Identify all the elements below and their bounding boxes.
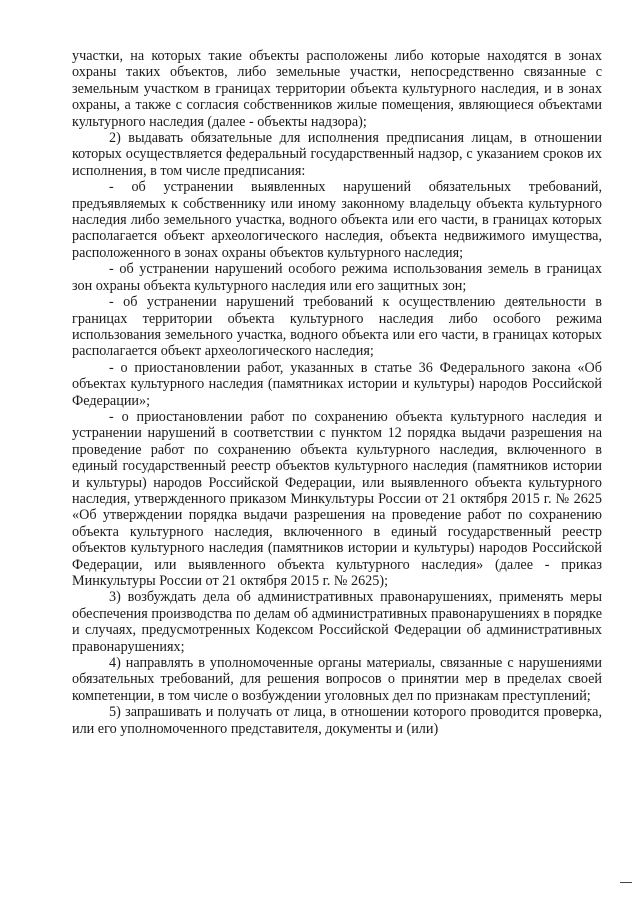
paragraph-item-4-materials: 4) направлять в уполномоченные органы материалы, связанные с нарушениями обязательных требований, для решения вопросов о принятии мер в пределах своей компетенции, в том числе о возбуждении уголовных дел по признакам преступлений; [72,655,602,704]
scan-edge-mark [620,882,632,883]
paragraph-objects-of-supervision: участки, на которых такие объекты расположены либо которые находятся в зонах охраны таких объектов, либо земельные участки, непосредственно связанные с земельным участком в границах территории объекта культурного наследия, и в зонах охраны, а также с согласия собственников жилые помещения, являющиеся объектами культурного наследия (далее - объекты надзора); [72,48,602,130]
paragraph-prescription-special-regime: - об устранении нарушений особого режима использования земель в границах зон охраны объекта культурного наследия или его защитных зон; [72,261,602,294]
paragraph-prescription-suspension-order: - о приостановлении работ по сохранению объекта культурного наследия и устранении нарушений в соответствии с пунктом 12 порядка выдачи разрешения на проведение работ по сохранению объекта культурного наследия, включенного в единый государственный реестр объектов культурного наследия (памятников истории и культуры) народов Российской Федерации, или выявленного объекта культурного наследия, утвержденного приказом Минкультуры России от 21 октября 2015 г. № 2625 «Об утверждении порядка выдачи разрешения на проведение работ по сохранению объекта культурного наследия, включенного в единый государственный реестр объектов культурного наследия (памятников истории и культуры) народов Российской Федерации, или выявленного объекта культурного наследия» (далее - приказ Минкультуры России от 21 октября 2015 г. № 2625); [72,408,602,589]
paragraph-item-2-prescriptions: 2) выдавать обязательные для исполнения предписания лицам, в отношении которых осуществляется федеральный государственный надзор, с указанием сроков их исполнения, в том числе предписания: [72,130,602,179]
paragraph-item-3-administrative: 3) возбуждать дела об административных правонарушениях, применять меры обеспечения производства по делам об административных правонарушениях в порядке и случаях, предусмотренных Кодексом Российской Федерации об административных правонарушениях; [72,589,602,655]
paragraph-prescription-activity: - об устранении нарушений требований к осуществлению деятельности в границах территории объекта культурного наследия либо особого режима использования земельного участка, водного объекта или его части, в границах которых располагается объект археологического наследия; [72,294,602,360]
paragraph-prescription-suspension-art36: - о приостановлении работ, указанных в статье 36 Федерального закона «Об объектах культурного наследия (памятниках истории и культуры) народов Российской Федерации»; [72,359,602,409]
paragraph-item-5-requests: 5) запрашивать и получать от лица, в отношении которого проводится проверка, или его уполномоченного представителя, документы и (или) [72,704,602,737]
paragraph-prescription-violations: - об устранении выявленных нарушений обязательных требований, предъявляемых к собственнику или иному законному владельцу объекта культурного наследия либо земельного участка, водного объекта или его части, в границах которых располагается объект археологического наследия, объекта недвижимого имущества, расположенного в зонах охраны объектов культурного наследия; [72,179,602,261]
